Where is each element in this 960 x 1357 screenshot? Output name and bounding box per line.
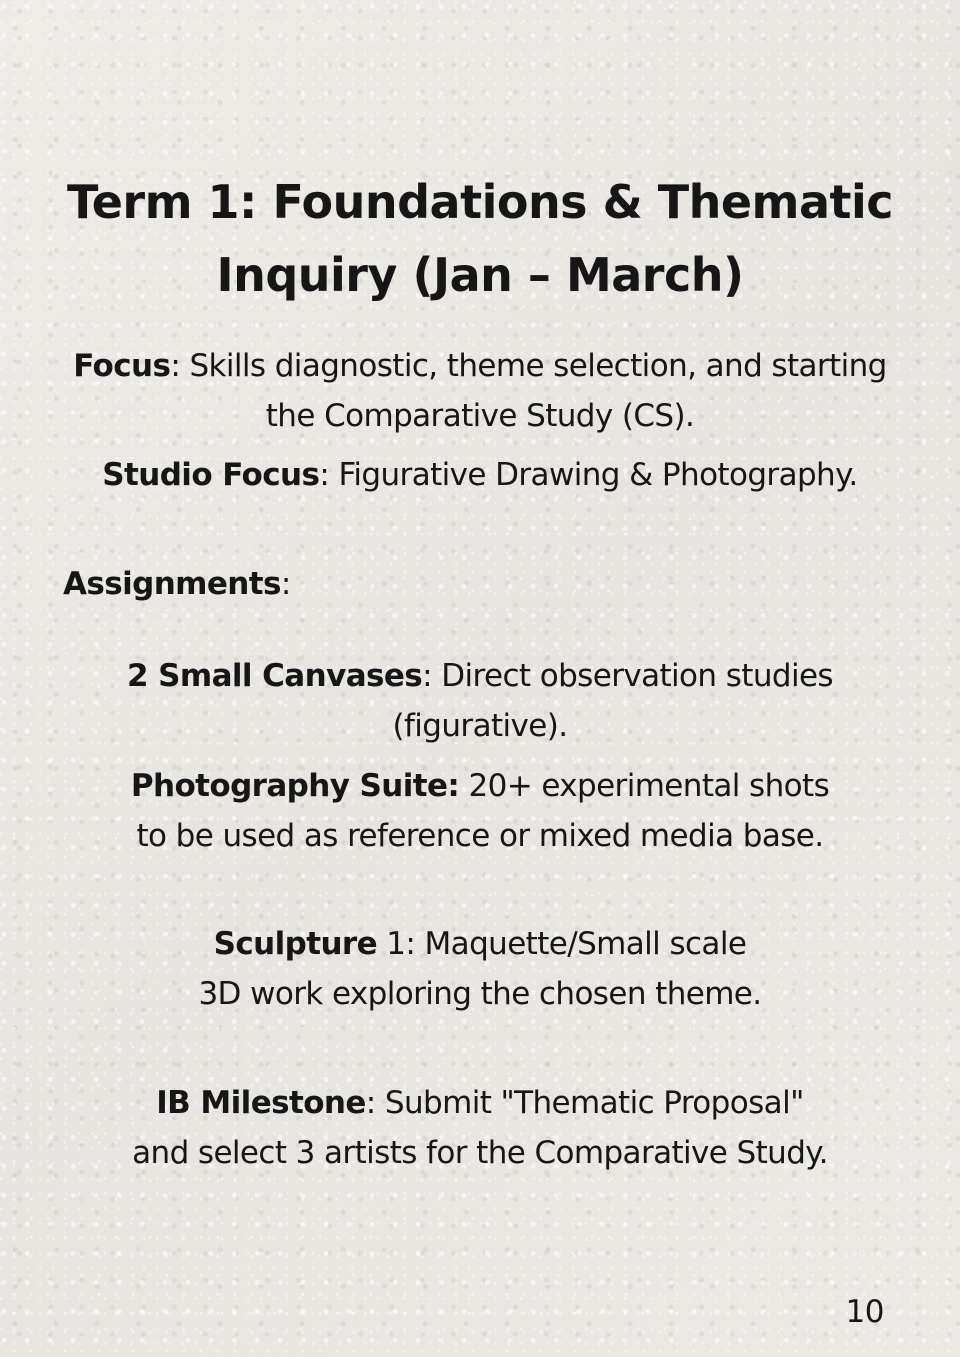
- focus-line-1: [0, 341, 960, 391]
- page-title: [0, 166, 960, 312]
- page-title-line-2: Inquiry (Jan – March): [216, 248, 744, 302]
- photography-text-1: 20+ experimental shots: [459, 768, 830, 804]
- studio-focus-paragraph: [0, 450, 960, 500]
- milestone-paragraph: [0, 1078, 960, 1178]
- canvases-label: 2 Small Canvases: [127, 658, 423, 694]
- studio-focus-line: [0, 450, 960, 500]
- page-number: 10: [845, 1294, 884, 1330]
- milestone-label: IB Milestone: [156, 1085, 366, 1121]
- canvases-text-2: (figurative).: [392, 708, 568, 744]
- photography-paragraph: [0, 761, 960, 861]
- studio-focus-label: Studio Focus: [102, 457, 320, 493]
- milestone-text-2: and select 3 artists for the Comparative Study.: [132, 1135, 828, 1171]
- focus-label: Focus: [73, 348, 171, 384]
- canvases-text-1: : Direct observation studies: [422, 658, 833, 694]
- photography-label: Photography Suite:: [130, 768, 460, 804]
- focus-paragraph: [0, 341, 960, 441]
- sculpture-line-1: [0, 919, 960, 969]
- assignments-label: Assignments: [63, 566, 281, 602]
- assignments-heading: [63, 559, 291, 609]
- sculpture-label: Sculpture: [213, 926, 378, 962]
- sculpture-paragraph: [0, 919, 960, 1019]
- focus-text-2: the Comparative Study (CS).: [265, 398, 695, 434]
- canvases-line-1: [0, 651, 960, 701]
- assignments-suffix: :: [280, 566, 291, 602]
- photography-text-2: to be used as reference or mixed media base.: [136, 818, 824, 854]
- milestone-text-1: : Submit "Thematic Proposal": [365, 1085, 804, 1121]
- page-title-line-1: Term 1: Foundations & Thematic: [66, 175, 894, 229]
- photography-line-1: [0, 761, 960, 811]
- milestone-line-1: [0, 1078, 960, 1128]
- canvases-paragraph: [0, 651, 960, 751]
- sculpture-text-2: 3D work exploring the chosen theme.: [198, 976, 762, 1012]
- sculpture-text-1: 1: Maquette/Small scale: [377, 926, 747, 962]
- focus-text-1: : Skills diagnostic, theme selection, and starting: [170, 348, 887, 384]
- studio-focus-text: : Figurative Drawing & Photography.: [319, 457, 858, 493]
